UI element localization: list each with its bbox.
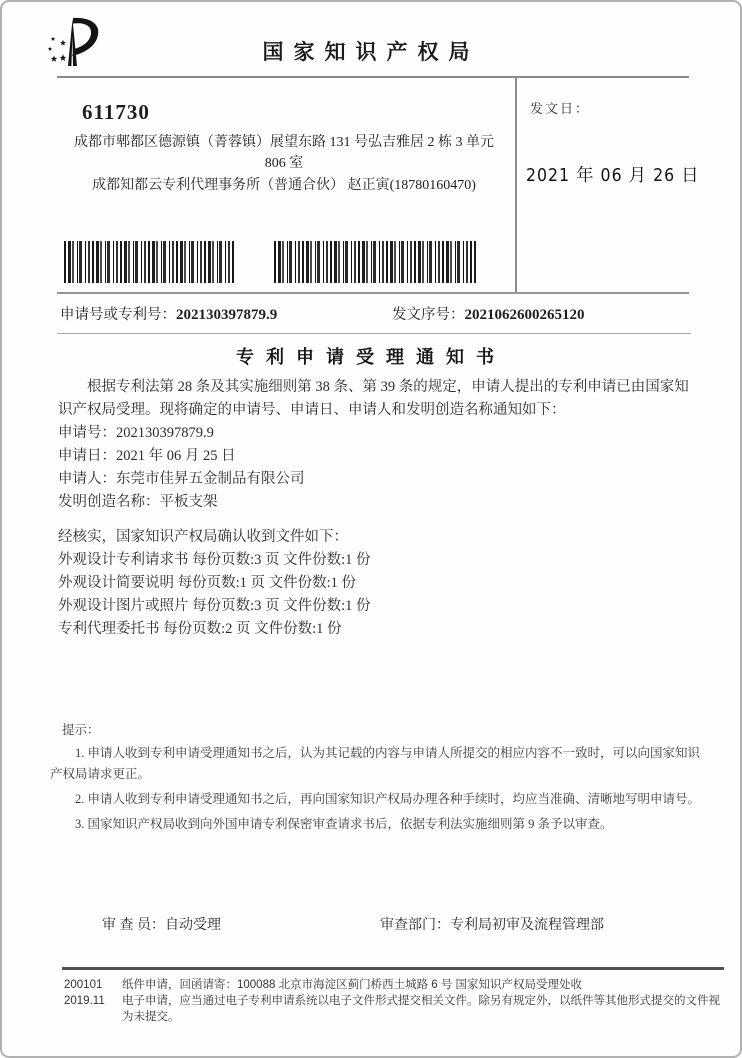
postal-code: 611730 xyxy=(82,100,150,124)
field-invention-title xyxy=(58,491,700,514)
department-group xyxy=(380,914,604,934)
field-label: 申请人： xyxy=(58,471,116,487)
header-rule xyxy=(57,76,689,78)
department-label: 审查部门： xyxy=(380,918,450,933)
issue-date-value: 2021 年 06 月 26 日 xyxy=(526,166,700,186)
issue-date-label: 发文日： xyxy=(530,101,591,116)
footer-rule xyxy=(62,967,724,970)
department-value: 专利局初审及流程管理部 xyxy=(450,918,604,933)
tip-item-1: 1. 申请人收到专利申请受理通知书之后，认为其记载的内容与申请人所提交的相应内容不一致时，可以向国家知识产权局请求更正。 xyxy=(50,746,701,781)
agency-line: 成都知都云专利代理事务所（普通合伙） 赵正寅(18780160470) xyxy=(92,178,476,193)
tips-section xyxy=(50,720,708,839)
serial-number-label: 发文序号： xyxy=(392,307,465,323)
footer-text: 电子申请，应当通过电子专利申请系统以电子文件形式提交相关文件。除另有规定外，以纸件等其他形式提交的文件视为未提交。 xyxy=(122,995,720,1023)
field-label: 发明创造名称： xyxy=(58,494,160,510)
org-title: 国家知识产权局 xyxy=(262,40,480,64)
field-value: 平板支架 xyxy=(159,494,218,510)
notice-title: 专利申请受理通知书 xyxy=(236,347,506,367)
field-label: 申请号： xyxy=(58,425,116,441)
examiner-value: 自动受理 xyxy=(165,918,221,933)
application-number-label: 申请号或专利号： xyxy=(60,307,176,323)
notice-body xyxy=(58,376,700,641)
received-document-row: 专利代理委托书 每份页数:2 页 文件份数:1 份 xyxy=(58,621,342,637)
barcode-application-number xyxy=(64,241,236,283)
tip-item-3: 3. 国家知识产权局收到向外国申请专利保密审查请求书后，依据专利法实施细则第 9 条予以审查。 xyxy=(75,817,613,831)
spacer xyxy=(58,514,700,526)
footer-row-electronic xyxy=(64,993,728,1025)
barcode-rule xyxy=(57,292,689,294)
received-document-row: 外观设计专利请求书 每份页数:3 页 文件份数:1 份 xyxy=(58,552,371,568)
tip-item-2: 2. 申请人收到专利申请受理通知书之后，再向国家知识产权局办理各种手续时，均应当准确、清晰地写明申请号。 xyxy=(75,792,701,806)
recipient-address-line1: 成都市郫都区德源镇（菁蓉镇）展望东路 131 号弘吉雅居 2 栋 3 单元 xyxy=(74,135,494,150)
field-applicant xyxy=(58,468,700,491)
field-application-number xyxy=(58,422,700,445)
barcode-serial-number xyxy=(274,241,476,283)
reference-numbers-row xyxy=(60,303,700,324)
field-value: 202130397879.9 xyxy=(116,425,214,441)
footer-notes xyxy=(64,977,728,1025)
field-label: 申请日： xyxy=(58,448,116,464)
serial-number-value: 2021062600265120 xyxy=(464,307,585,323)
address-date-divider xyxy=(515,77,517,292)
examiner-label: 审 查 员： xyxy=(102,918,165,933)
application-number-value: 202130397879.9 xyxy=(176,307,278,323)
footer-text: 纸件申请，回函请寄：100088 北京市海淀区蓟门桥西土城路 6 号 国家知识产权局受理处收 xyxy=(122,979,583,991)
recipient-block xyxy=(60,102,508,196)
recipient-address-line2: 806 室 xyxy=(264,156,304,171)
field-value: 东莞市佳昇五金制品有限公司 xyxy=(116,471,305,487)
serial-number-group xyxy=(392,303,585,324)
footer-code: 200101 xyxy=(64,979,103,991)
received-document-row: 外观设计图片或照片 每份页数:3 页 文件份数:1 份 xyxy=(58,598,371,614)
title-rule xyxy=(57,333,691,334)
signoff-row xyxy=(2,914,742,936)
body-intro: 根据专利法第 28 条及其实施细则第 38 条、第 39 条的规定，申请人提出的专利申请已由国家知识产权局受理。现将确定的申请号、申请日、申请人和发明创造名称通知如下： xyxy=(58,379,689,418)
field-filing-date xyxy=(58,445,700,468)
received-document-row: 外观设计简要说明 每份页数:1 页 文件份数:1 份 xyxy=(58,575,357,591)
tips-heading: 提示： xyxy=(62,723,100,737)
footer-code: 2019.11 xyxy=(64,995,105,1007)
field-value: 2021 年 06 月 25 日 xyxy=(116,448,236,464)
footer-row-paper xyxy=(64,977,728,993)
confirm-line: 经核实，国家知识产权局确认收到文件如下： xyxy=(58,529,348,545)
examiner-group xyxy=(102,914,221,934)
